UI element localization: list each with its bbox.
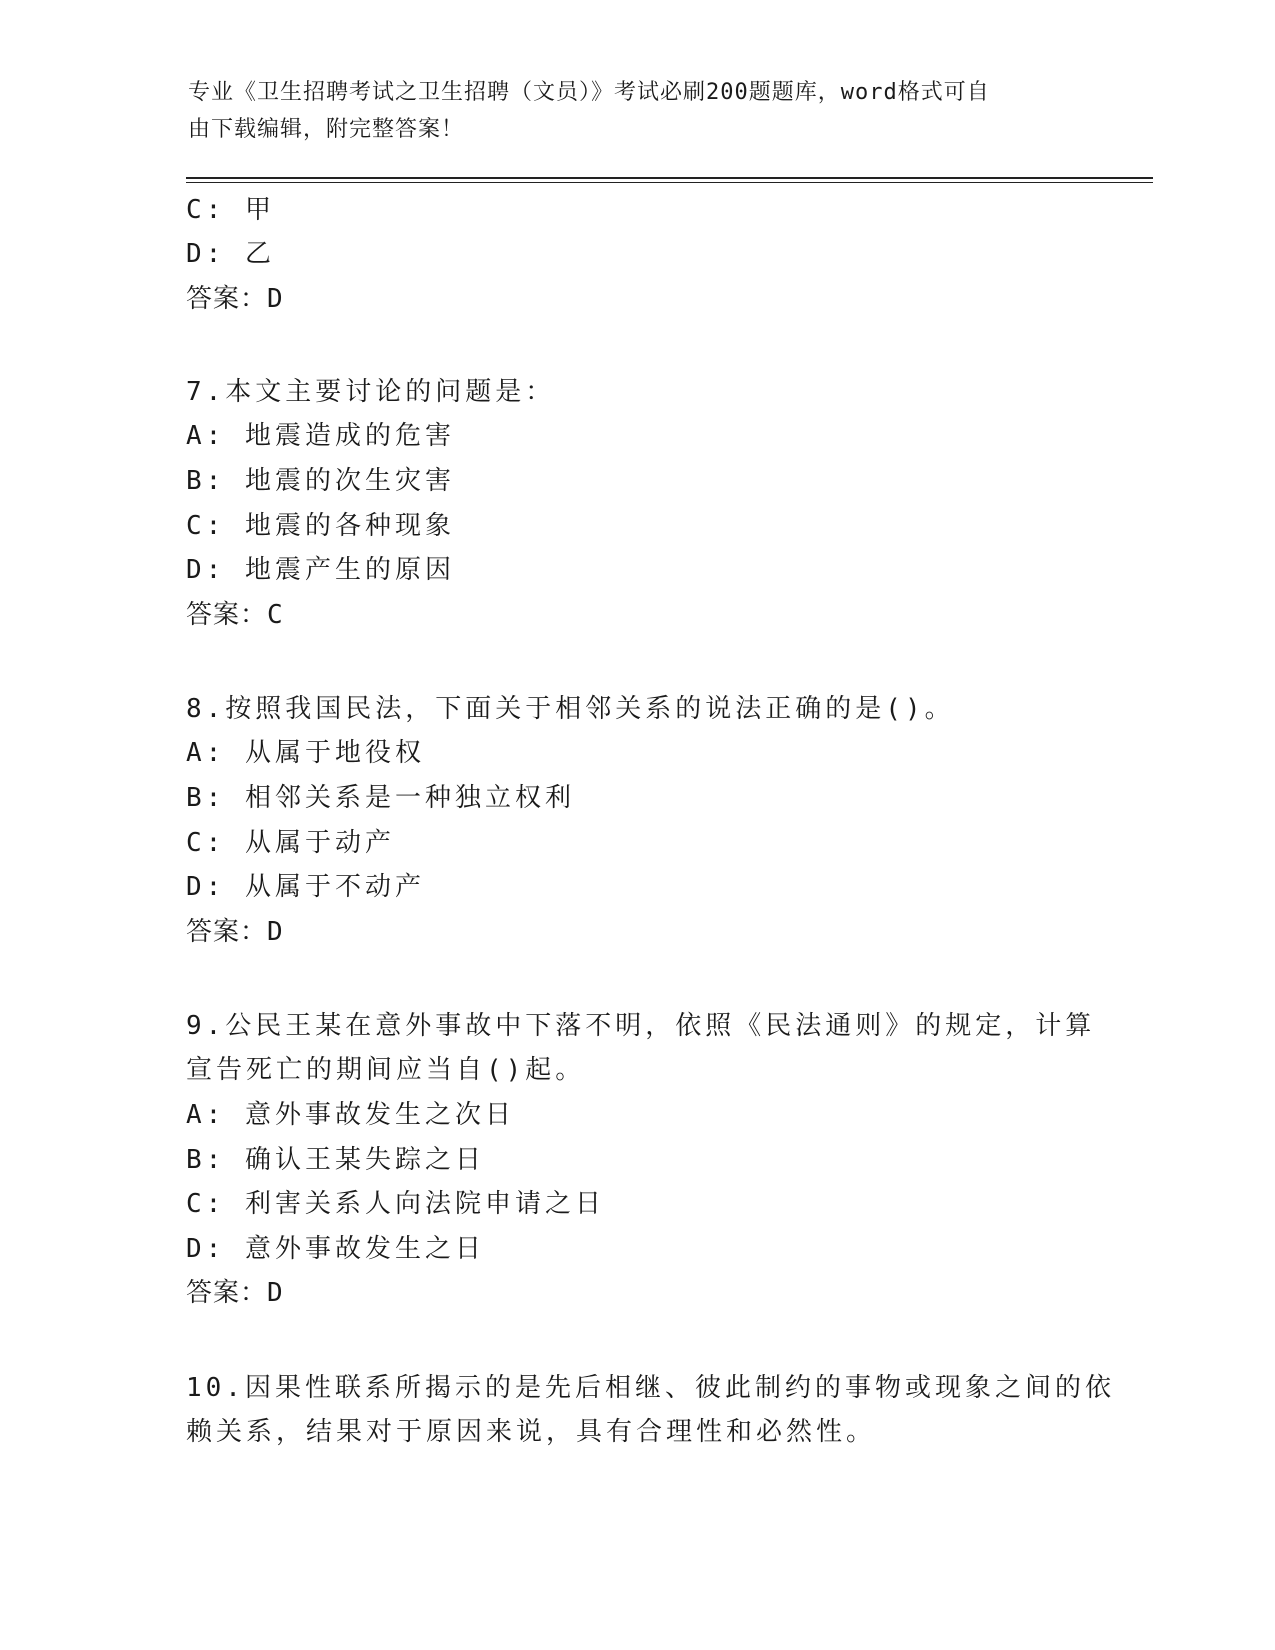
q9-option-a: A: 意外事故发生之次日 [186, 1100, 515, 1130]
header-divider-thick [186, 177, 1153, 179]
q8-option-c: C: 从属于动产 [186, 828, 395, 858]
q8-option-d: D: 从属于不动产 [186, 872, 425, 902]
document-header [188, 74, 1088, 148]
q6-answer: 答案：D [186, 284, 284, 314]
q8-stem: 8.按照我国民法，下面关于相邻关系的说法正确的是()。 [186, 694, 955, 724]
q6-option-d: D: 乙 [186, 239, 275, 269]
q9-option-c: C: 利害关系人向法院申请之日 [186, 1189, 605, 1219]
q7-option-a: A: 地震造成的危害 [186, 421, 455, 451]
q9-stem-line-1: 9.公民王某在意外事故中下落不明，依照《民法通则》的规定，计算 [186, 1011, 1096, 1041]
header-divider-thin [186, 182, 1153, 183]
q8-option-b: B: 相邻关系是一种独立权利 [186, 783, 575, 813]
q9-stem-line-2: 宣告死亡的期间应当自()起。 [186, 1055, 586, 1085]
q9-option-d: D: 意外事故发生之日 [186, 1234, 485, 1264]
q10-stem-line-2: 赖关系，结果对于原因来说，具有合理性和必然性。 [186, 1417, 877, 1447]
q10-stem-line-1: 10.因果性联系所揭示的是先后相继、彼此制约的事物或现象之间的依 [186, 1373, 1115, 1403]
q7-option-d: D: 地震产生的原因 [186, 555, 455, 585]
header-title-line-2: 由下载编辑，附完整答案！ [188, 117, 465, 142]
q7-stem: 7.本文主要讨论的问题是： [186, 377, 556, 407]
header-title-line-1: 专业《卫生招聘考试之卫生招聘（文员）》考试必刷200题题库，word格式可自 [188, 80, 990, 105]
q8-answer: 答案：D [186, 917, 284, 947]
q9-option-b: B: 确认王某失踪之日 [186, 1145, 485, 1175]
q7-option-b: B: 地震的次生灾害 [186, 466, 455, 496]
q7-answer: 答案：C [186, 600, 284, 630]
q9-answer: 答案：D [186, 1278, 284, 1308]
q7-option-c: C: 地震的各种现象 [186, 511, 455, 541]
q6-option-c: C: 甲 [186, 195, 275, 225]
q8-option-a: A: 从属于地役权 [186, 738, 425, 768]
